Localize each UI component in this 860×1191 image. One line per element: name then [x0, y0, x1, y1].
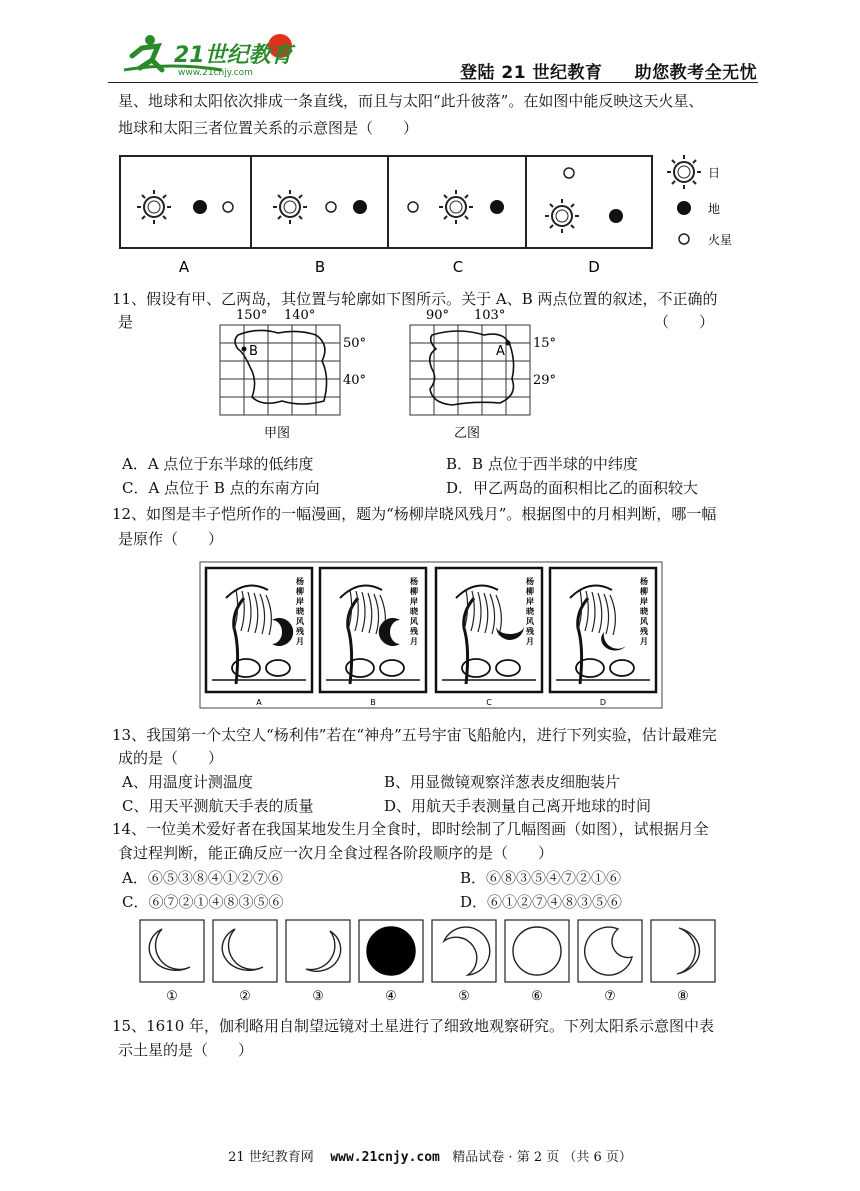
mars-icon — [223, 202, 233, 212]
earth-icon — [609, 209, 623, 223]
moon-phase-panel-8 — [651, 920, 715, 1004]
panel-title-char: 残 — [526, 626, 534, 636]
sun-icon — [545, 199, 579, 233]
moon-phase-icon — [149, 929, 190, 970]
moon-phase-panel-3 — [286, 920, 350, 1004]
moon-phase-icon — [585, 927, 632, 975]
header-divider — [108, 82, 758, 83]
panel-title-char: 晓 — [640, 606, 648, 616]
panel-title-char: 月 — [526, 636, 534, 646]
map2-lon1: 90° — [426, 308, 450, 323]
logo-text: 21世纪教育 — [174, 43, 293, 68]
panel-title-char: 月 — [296, 636, 304, 646]
earth-icon — [490, 200, 504, 214]
panel-title-char: 晓 — [410, 606, 418, 616]
q13-option-d: D、用航天手表测量自己离开地球的时间 — [384, 797, 652, 815]
comic-panel-label: C — [486, 698, 492, 707]
comic-panel-b — [320, 568, 426, 707]
panel-title-char: 岸 — [410, 596, 418, 606]
legend-earth-label: 地 — [708, 202, 721, 216]
site-logo — [112, 30, 302, 80]
panel-title-char: 柳 — [296, 586, 304, 596]
footer-site: 21 世纪教育网 — [228, 1150, 314, 1165]
crescent-moon-icon — [379, 618, 400, 646]
map1-caption: 甲图 — [264, 426, 291, 441]
map1-lat1: 50° — [343, 336, 367, 351]
figure-icon — [380, 660, 404, 676]
q10-label-b: B — [314, 258, 326, 276]
mars-icon — [564, 168, 574, 178]
panel-title-char: 风 — [296, 616, 304, 626]
mars-icon — [408, 202, 418, 212]
q11-option-d: D．甲乙两岛的面积相比乙的面积较大 — [446, 479, 699, 497]
panel-title-char: 杨 — [526, 576, 534, 586]
moon-phase-label: ③ — [312, 989, 324, 1004]
q11-option-b: B．B 点位于西半球的中纬度 — [446, 455, 638, 473]
panel-title-char: 岸 — [296, 596, 304, 606]
q12-comic-figure — [198, 560, 668, 710]
q14-option-b: B．⑥⑧③⑤④⑦②①⑥ — [460, 869, 622, 887]
moon-phase-label: ⑦ — [604, 989, 616, 1004]
island-jia-outline — [235, 330, 327, 404]
running-man-icon — [132, 35, 162, 70]
logo-url: www.21cnjy.com — [178, 68, 253, 78]
moon-phase-label: ⑤ — [458, 989, 470, 1004]
map2-lat1: 15° — [533, 336, 557, 351]
q14-moon-figure — [138, 918, 728, 1004]
panel-title-char: 柳 — [640, 586, 648, 596]
q10-line1: 星、地球和太阳依次排成一条直线，而且与太阳“此升彼落”。在如图中能反映这天火星、 — [118, 92, 704, 110]
legend-mars-icon — [679, 234, 689, 244]
panel-title-char: 残 — [296, 626, 304, 636]
panel-title-char: 岸 — [640, 596, 648, 606]
moon-phase-icon — [677, 928, 699, 974]
moon-phase-icon — [306, 931, 341, 971]
figure-icon — [610, 660, 634, 676]
q10-label-d: D — [588, 258, 600, 276]
panel-title-char: 晓 — [296, 606, 304, 616]
q14-option-c: C．⑥⑦②①④⑧③⑤⑥ — [122, 893, 284, 911]
sun-icon — [137, 190, 171, 224]
willow-tree-icon — [348, 598, 358, 684]
earth-icon — [193, 200, 207, 214]
comic-panel-label: A — [256, 698, 262, 707]
q15-line1: 15、1610 年，伽利略用自制望远镜对土星进行了细致地观察研究。下列太阳系示意图中表 — [112, 1017, 715, 1035]
q13-option-b: B、用显微镜观察洋葱表皮细胞装片 — [384, 773, 621, 791]
moon-phase-panel-6 — [505, 920, 569, 1004]
comic-panel-label: B — [370, 698, 376, 707]
panel-title-char: 晓 — [526, 606, 534, 616]
moon-phase-panel-4 — [359, 920, 423, 1004]
q11-map-yi — [408, 305, 558, 445]
sun-icon — [439, 190, 473, 224]
crescent-moon-icon — [272, 618, 293, 646]
q14-option-a: A．⑥⑤③⑧④①②⑦⑥ — [122, 869, 283, 887]
map2-lat2: 29° — [533, 373, 557, 388]
footer-page: 精品试卷 · 第 2 页 （共 6 页） — [452, 1150, 632, 1165]
willow-tree-icon — [578, 598, 588, 684]
moon-phase-label: ① — [166, 989, 178, 1004]
panel-title-char: 杨 — [640, 576, 648, 586]
panel-title-char: 残 — [640, 626, 648, 636]
panel-title-char: 风 — [410, 616, 418, 626]
map1-lon1: 150° — [236, 308, 268, 323]
point-b-marker — [242, 347, 247, 352]
q14-option-d: D．⑥①②⑦④⑧③⑤⑥ — [460, 893, 623, 911]
panel-title-char: 杨 — [296, 576, 304, 586]
map2-point-label: A — [496, 344, 505, 359]
comic-panel-a — [206, 568, 312, 707]
q11-line2: 是 — [118, 313, 134, 331]
q12-line2: 是原作（ ） — [118, 530, 224, 548]
island-yi-outline — [430, 331, 514, 405]
q11-option-a: A．A 点位于东半球的低纬度 — [122, 455, 314, 473]
panel-title-char: 残 — [410, 626, 418, 636]
panel-title-char: 月 — [640, 636, 648, 646]
q10-figure — [118, 150, 738, 278]
moon-phase-label: ⑧ — [677, 989, 689, 1004]
moon-phase-icon — [513, 927, 561, 975]
comic-panel-c — [436, 568, 542, 707]
moon-phase-label: ⑥ — [531, 989, 543, 1004]
comic-panel-label: D — [599, 698, 607, 707]
q13-option-c: C、用天平测航天手表的质量 — [122, 797, 314, 815]
panel-title-char: 杨 — [410, 576, 418, 586]
q11-bracket: （ ） — [654, 313, 715, 331]
panel-title-char: 风 — [640, 616, 648, 626]
moon-phase-panel-7 — [578, 920, 642, 1004]
willow-tree-icon — [464, 598, 474, 684]
footer-url[interactable]: www.21cnjy.com — [330, 1150, 440, 1165]
legend-earth-icon — [677, 201, 691, 215]
q10-label-c: C — [452, 258, 464, 276]
legend-sun-label: 日 — [708, 166, 721, 180]
panel-title-char: 柳 — [410, 586, 418, 596]
figure-icon — [496, 660, 520, 676]
map1-lon2: 140° — [284, 308, 316, 323]
q15-line2: 示土星的是（ ） — [118, 1041, 254, 1059]
legend-mars-label: 火星 — [708, 233, 733, 247]
q11-option-c: C．A 点位于 B 点的东南方向 — [122, 479, 320, 497]
q14-line2: 食过程判断，能正确反应一次月全食过程各阶段顺序的是（ ） — [118, 844, 554, 862]
point-a-marker — [506, 341, 511, 346]
comic-panel-d — [550, 568, 656, 707]
panel-title-char: 月 — [410, 636, 418, 646]
moon-phase-label: ② — [239, 989, 251, 1004]
moon-phase-panel-1 — [140, 920, 204, 1004]
moon-phase-panel-5 — [432, 920, 496, 1004]
q14-line1: 14、一位美术爱好者在我国某地发生月全食时，即时绘制了几幅图画（如图），试根据月全 — [112, 820, 709, 838]
q10-label-a: A — [178, 258, 190, 276]
moon-phase-icon — [444, 927, 490, 975]
map2-lon2: 103° — [474, 308, 506, 323]
q11-map-jia — [218, 305, 368, 445]
panel-title-char: 柳 — [526, 586, 534, 596]
willow-tree-icon — [234, 598, 244, 684]
moon-phase-icon — [222, 929, 263, 970]
mars-icon — [326, 202, 336, 212]
page-footer — [0, 1146, 860, 1165]
panel-title-char: 岸 — [526, 596, 534, 606]
q13-line1: 13、我国第一个太空人“杨利伟”若在“神舟”五号宇宙飞船舱内，进行下列实验，估计最难完 — [112, 726, 717, 744]
map2-caption: 乙图 — [454, 426, 481, 441]
q10-line2: 地球和太阳三者位置关系的示意图是（ ） — [118, 119, 419, 137]
q11-line1: 11、假设有甲、乙两岛，其位置与轮廓如下图所示。关于 A、B 两点位置的叙述，不正确的 — [112, 290, 718, 308]
legend-sun-icon — [667, 155, 701, 189]
map1-point-label: B — [249, 344, 258, 359]
sun-icon — [273, 190, 307, 224]
header-slogan: 登陆 21 世纪教育 助您教考全无忧 — [460, 63, 758, 83]
moon-phase-icon — [367, 927, 415, 975]
q13-option-a: A、用温度计测温度 — [122, 773, 253, 791]
q13-line2: 成的是（ ） — [118, 749, 224, 767]
figure-icon — [266, 660, 290, 676]
earth-icon — [353, 200, 367, 214]
map1-lat2: 40° — [343, 373, 367, 388]
panel-title-char: 风 — [526, 616, 534, 626]
moon-phase-label: ④ — [385, 989, 397, 1004]
q12-line1: 12、如图是丰子恺所作的一幅漫画，题为“杨柳岸晓风残月”。根据图中的月相判断，哪一幅 — [112, 505, 717, 523]
moon-phase-panel-2 — [213, 920, 277, 1004]
